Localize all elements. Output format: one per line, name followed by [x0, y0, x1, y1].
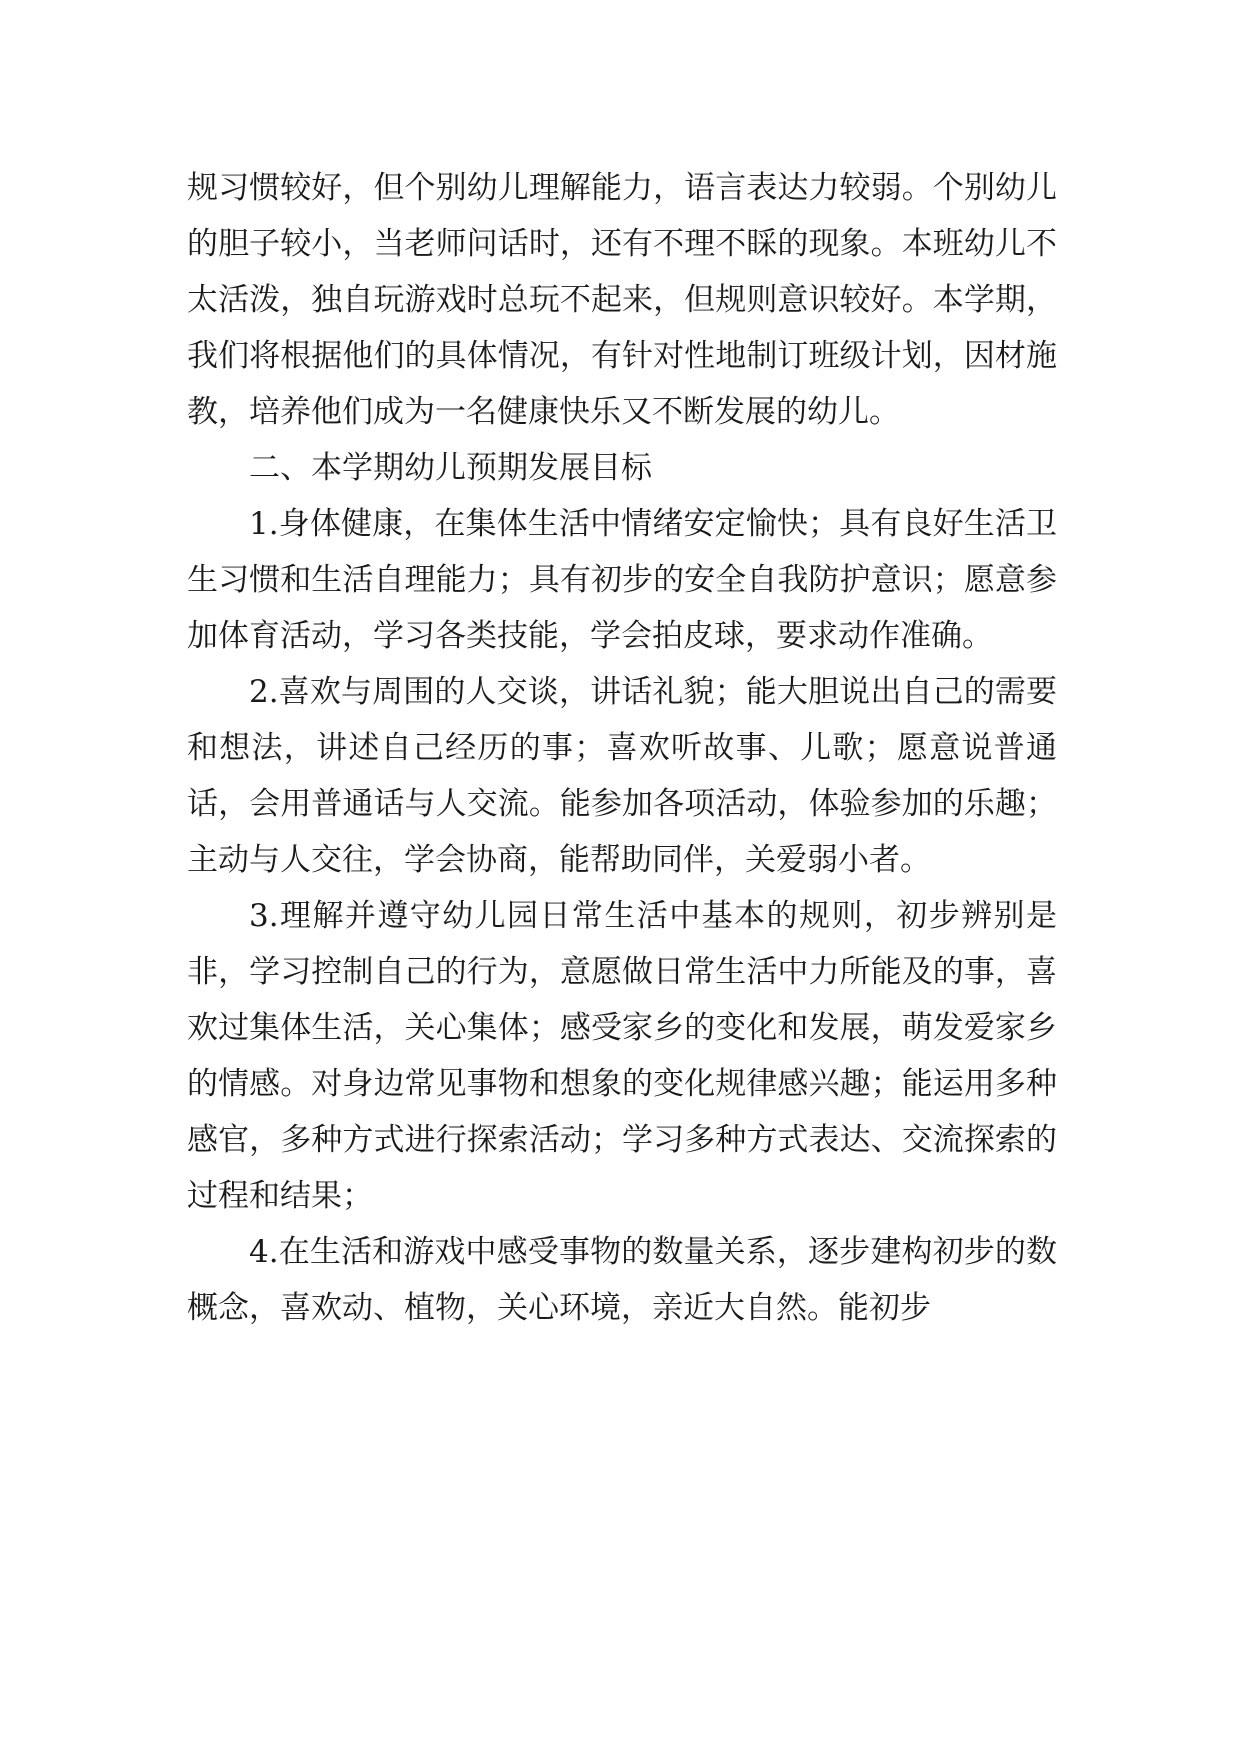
goal-item-2: 2.喜欢与周围的人交谈，讲话礼貌；能大胆说出自己的需要和想法，讲述自己经历的事；喜欢听故事、儿歌；愿意说普通话，会用普通话与人交流。能参加各项活动，体验参加的乐趣；主动与人交往，学会协商，能帮助同伴，关爱弱小者。 [187, 674, 1057, 878]
paragraph-continuation: 规习惯较好，但个别幼儿理解能力，语言表达力较弱。个别幼儿的胆子较小，当老师问话时，还有不理不睬的现象。本班幼儿不太活泼，独自玩游戏时总玩不起来，但规则意识较好。本学期，我们将根据他们的具体情况，有针对性地制订班级计划，因材施教，培养他们成为一名健康快乐又不断发展的幼儿。 [187, 170, 1057, 430]
goal-item-1: 1.身体健康，在集体生活中情绪安定愉快；具有良好生活卫生习惯和生活自理能力；具有初步的安全自我防护意识；愿意参加体育活动，学习各类技能，学会拍皮球，要求动作准确。 [187, 506, 1057, 654]
section-heading: 二、本学期幼儿预期发展目标 [249, 450, 652, 486]
document-body [187, 160, 1057, 1336]
goal-item-4: 4.在生活和游戏中感受事物的数量关系，逐步建构初步的数概念，喜欢动、植物，关心环境，亲近大自然。能初步 [187, 1234, 1057, 1326]
goal-item-3: 3.理解并遵守幼儿园日常生活中基本的规则，初步辨别是非，学习控制自己的行为，意愿做日常生活中力所能及的事，喜欢过集体生活，关心集体；感受家乡的变化和发展，萌发爱家乡的情感。对身边常见事物和想象的变化规律感兴趣；能运用多种感官，多种方式进行探索活动；学习多种方式表达、交流探索的过程和结果； [187, 898, 1057, 1214]
